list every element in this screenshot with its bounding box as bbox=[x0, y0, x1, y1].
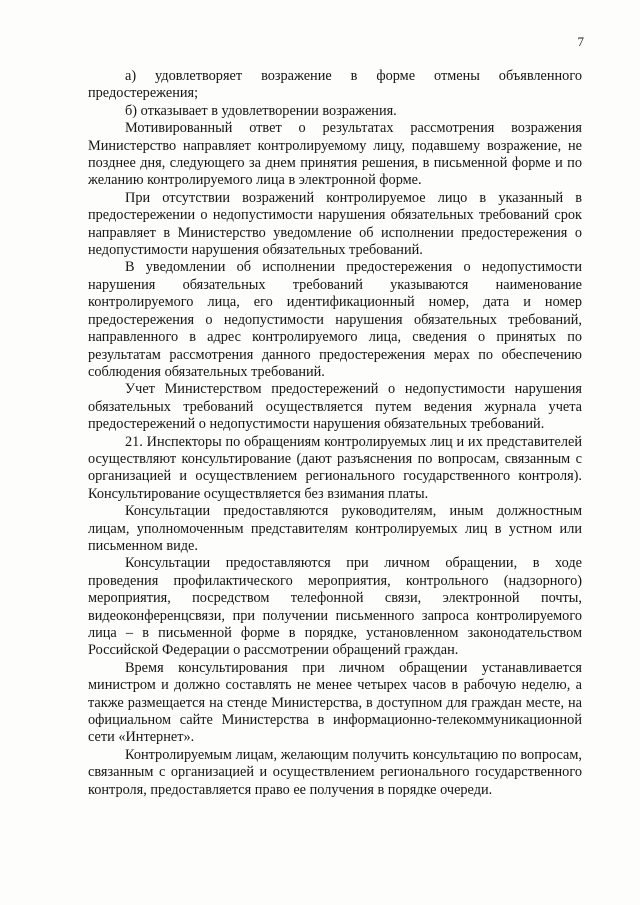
paragraph-section-21: 21. Инспекторы по обращениям контролируемых лиц и их представителей осуществляют консультирование (дают разъяснения по вопросам, связанным с организацией и осуществлением регионального государственного контроля). Консультирование осуществляется без взимания платы. bbox=[88, 433, 582, 502]
paragraph-item-a: а) удовлетворяет возражение в форме отмены объявленного предостережения; bbox=[88, 68, 582, 102]
paragraph-consultation-time: Время консультирования при личном обращении устанавливается министром и должно составлять не менее четырех часов в рабочую неделю, а также размещается на стенде Министерства, в доступном для граждан месте, на официальном сайте Министерства в информационно-телекоммуникационной сети «Интернет». bbox=[88, 659, 582, 746]
document-body bbox=[88, 68, 582, 799]
paragraph-warnings-register: Учет Министерством предостережений о недопустимости нарушения обязательных требований осуществляется путем ведения журнала учета предостережений о недопустимости нарушения обязательных требований. bbox=[88, 381, 582, 433]
paragraph-consultation-recipients: Консультации предоставляются руководителям, иным должностным лицам, уполномоченным представителям контролируемых лиц в устном или письменном виде. bbox=[88, 503, 582, 554]
paragraph-reasoned-response: Мотивированный ответ о результатах рассмотрения возражения Министерство направляет контролируемому лицу, подавшему возражение, не позднее дня, следующего за днем принятия решения, в письменной форме и по желанию контролируемого лица в электронной форме. bbox=[88, 120, 582, 189]
paragraph-consultation-queue: Контролируемым лицам, желающим получить консультацию по вопросам, связанным с организацией и осуществлением регионального государственного контроля, предоставляется право ее получения в порядке очереди. bbox=[88, 746, 582, 798]
paragraph-notification-contents: В уведомлении об исполнении предостережения о недопустимости нарушения обязательных требований указываются наименование контролируемого лица, его идентификационный номер, дата и номер предостережения о недопустимости нарушения обязательных требований, направленного в адрес контролируемого лица, сведения о принятых по результатам рассмотрения данного предостережения мерах по обеспечению соблюдения обязательных требований. bbox=[88, 259, 582, 380]
paragraph-consultation-forms: Консультации предоставляются при личном обращении, в ходе проведения профилактического мероприятия, контрольного (надзорного) мероприятия, посредством телефонной связи, электронной почты, видеоконференцсвязи, при получении письменного запроса контролируемого лица – в письменной форме в порядке, установленном законодательством Российской Федерации о рассмотрении обращений граждан. bbox=[88, 555, 582, 659]
paragraph-no-objections: При отсутствии возражений контролируемое лицо в указанный в предостережении о недопустимости нарушения обязательных требований срок направляет в Министерство уведомление об исполнении предостережения о недопустимости нарушения обязательных требований. bbox=[88, 189, 582, 259]
page-number: 7 bbox=[577, 34, 584, 49]
paragraph-item-b: б) отказывает в удовлетворении возражения. bbox=[125, 102, 397, 119]
